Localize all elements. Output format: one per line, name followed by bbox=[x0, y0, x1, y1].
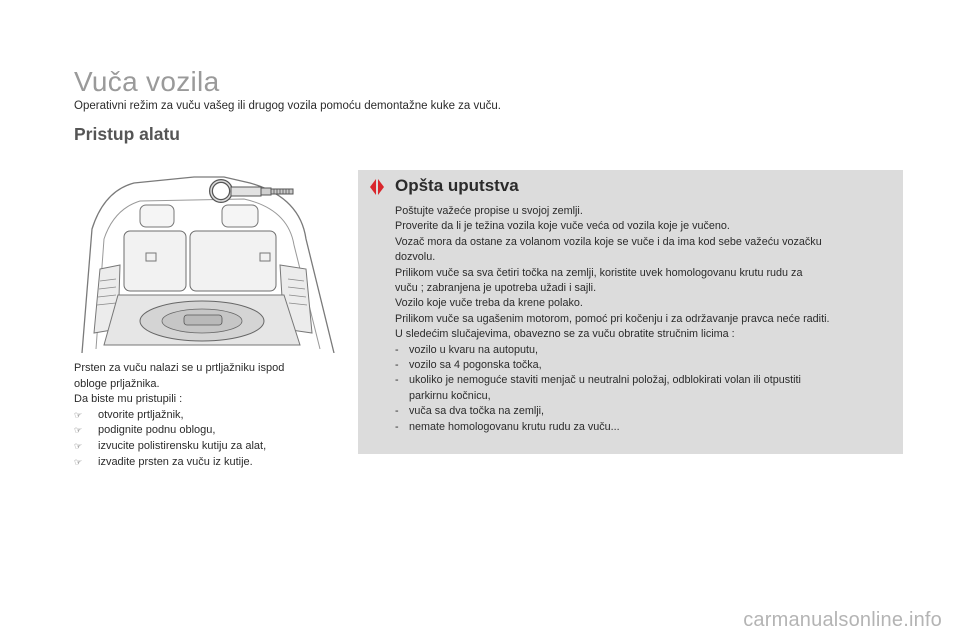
box-heading: Opšta uputstva bbox=[395, 176, 519, 195]
instruction-line: dozvolu. bbox=[395, 251, 436, 264]
watermark: carmanualsonline.info bbox=[743, 609, 942, 631]
instruction-line: Poštujte važeće propise u svojoj zemlji. bbox=[395, 205, 583, 217]
access-description-line1: Prsten za vuču nalazi se u prtljažniku ispod bbox=[74, 362, 285, 374]
instruction-line: Prilikom vuče sa sva četiri točka na zemlji, koristite uvek homologovanu krutu rudu za bbox=[395, 266, 803, 279]
general-instructions-box bbox=[358, 170, 903, 454]
warning-icon bbox=[369, 178, 385, 196]
instruction-line: Prilikom vuče sa ugašenim motorom, pomoć pri kočenju i za održavanje pravca neće raditi. bbox=[395, 312, 830, 325]
pointing-hand-icon: ☞ bbox=[74, 440, 83, 451]
page-title: Vuča vozila bbox=[74, 66, 220, 97]
list-item: - ukoliko je nemoguće staviti menjač u neutralni položaj, odblokirati volan ili otpustiti parkirnu kočnicu, bbox=[395, 374, 801, 402]
access-description-line2: obloge prljažnika. bbox=[74, 377, 160, 390]
cases-list bbox=[395, 343, 890, 435]
page-intro: Operativni režim za vuču vašeg ili drugog vozila pomoću demontažne kuke za vuču. bbox=[74, 100, 501, 112]
section-heading: Pristup alatu bbox=[74, 124, 180, 144]
instruction-line: U sledećim slučajevima, obavezno se za vuču obratite stručnim licima : bbox=[395, 328, 735, 341]
list-item: - vozilo sa 4 pogonska točka, bbox=[395, 359, 542, 372]
pointing-hand-icon: ☞ bbox=[74, 456, 83, 467]
list-item: ☞ podignite podnu oblogu, bbox=[74, 423, 336, 439]
list-item: ☞ izvadite prsten za vuču iz kutije. bbox=[74, 455, 336, 471]
instruction-line: Vozač mora da ostane za volanom vozila koje se vuče i da ima kod sebe važeću vozačku bbox=[395, 235, 822, 248]
list-item: ☞ izvucite polistirensku kutiju za alat, bbox=[74, 439, 336, 455]
list-item: ☞ otvorite prtljažnik, bbox=[74, 408, 336, 424]
instruction-line: vuču ; zabranjena je upotreba užadi i sajli. bbox=[395, 282, 597, 295]
access-steps-list bbox=[74, 408, 336, 470]
list-item: - vozilo u kvaru na autoputu, bbox=[395, 343, 539, 356]
instruction-line: Vozilo koje vuče treba da krene polako. bbox=[395, 297, 583, 310]
steps-intro: Da biste mu pristupili : bbox=[74, 393, 183, 406]
list-item: - vuča sa dva točka na zemlji, bbox=[395, 405, 545, 418]
instruction-line: Proverite da li je težina vozila koje vuče veća od vozila koje je vučeno. bbox=[395, 220, 730, 233]
box-text bbox=[395, 204, 890, 435]
access-instructions bbox=[74, 361, 336, 470]
trunk-illustration bbox=[74, 169, 344, 353]
pointing-hand-icon: ☞ bbox=[74, 425, 83, 436]
pointing-hand-icon: ☞ bbox=[74, 409, 83, 420]
list-item: - nemate homologovanu krutu rudu za vuču... bbox=[395, 420, 620, 433]
